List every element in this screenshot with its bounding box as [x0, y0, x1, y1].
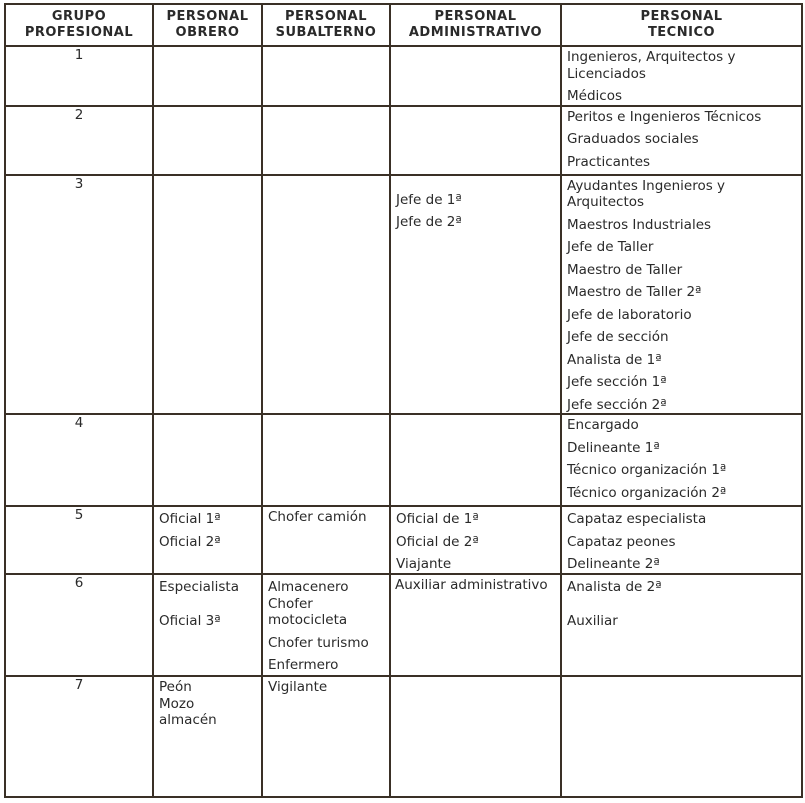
grupo-cell: 3: [5, 175, 153, 415]
subalterno-cell: [262, 506, 390, 574]
obrero-cell: [153, 506, 262, 574]
list-item: Graduados sociales: [567, 131, 699, 147]
list-item: Técnico organización 2ª: [567, 484, 727, 501]
subalterno-cell: [262, 676, 390, 797]
list-item: Analista de 2ª: [567, 579, 662, 595]
list-item: Jefe sección 1ª: [567, 374, 667, 390]
list-item: Chofer camión: [268, 509, 367, 525]
list-item: Peritos e Ingenieros Técnicos: [567, 108, 762, 125]
subalterno-cell: [262, 175, 390, 415]
obrero-cell: [153, 676, 262, 797]
list-item: Chofer motocicleta: [268, 595, 348, 628]
grupo-cell: 2: [5, 106, 153, 175]
administrativo-cell: [390, 106, 561, 175]
list-item: Analista de 1ª: [567, 351, 662, 368]
header-row: [5, 4, 802, 46]
table-row: [5, 414, 802, 506]
tecnico-cell: [561, 46, 802, 106]
list-item: Practicantes: [567, 153, 651, 170]
list-item: Oficial de 2ª: [396, 533, 479, 550]
list-item: Chofer turismo: [268, 634, 369, 651]
list-item: Mozo almacén: [159, 695, 217, 728]
list-item: Jefe de sección: [567, 329, 669, 345]
administrativo-cell: [390, 414, 561, 506]
list-item: Jefe de 2ª: [396, 214, 462, 230]
list-item: Capataz peones: [567, 533, 676, 550]
list-item: Oficial 2ª: [159, 533, 221, 550]
grupo-cell: 6: [5, 574, 153, 676]
list-item: Delineante 1ª: [567, 439, 660, 456]
table-row: [5, 46, 802, 106]
list-item: Maestro de Taller: [567, 261, 683, 278]
list-item: Auxiliar: [567, 612, 618, 629]
tecnico-cell: [561, 106, 802, 175]
grupo-cell: 4: [5, 414, 153, 506]
administrativo-cell: [390, 506, 561, 574]
obrero-cell: [153, 175, 262, 415]
obrero-cell: [153, 46, 262, 106]
subalterno-cell: [262, 46, 390, 106]
tecnico-cell: [561, 574, 802, 676]
list-item: Auxiliar administrativo: [395, 577, 548, 593]
list-item: Encargado: [567, 417, 639, 433]
list-item: Oficial 3ª: [159, 612, 221, 629]
list-item: Delineante 2ª: [567, 556, 660, 572]
subalterno-cell: [262, 106, 390, 175]
list-item: Capataz especialista: [567, 511, 707, 527]
subalterno-cell: [262, 574, 390, 676]
header-personal-administrativo: PERSONAL ADMINISTRATIVO: [390, 4, 561, 46]
table-row: [5, 106, 802, 175]
table-row: [5, 175, 802, 415]
list-item: Jefe de Taller: [567, 239, 654, 255]
list-item: Maestro de Taller 2ª: [567, 284, 702, 300]
obrero-cell: [153, 106, 262, 175]
list-item: Jefe de laboratorio: [567, 306, 692, 323]
header-personal-tecnico: PERSONAL TECNICO: [561, 4, 802, 46]
administrativo-cell: [390, 175, 561, 415]
list-item: Especialista: [159, 579, 239, 595]
list-item: Vigilante: [268, 679, 328, 695]
list-item: Ingenieros, Arquitectos y Licenciados: [567, 49, 736, 82]
administrativo-cell: [390, 574, 561, 676]
obrero-cell: [153, 414, 262, 506]
list-item: Oficial de 1ª: [396, 511, 479, 527]
obrero-cell: [153, 574, 262, 676]
list-item: Técnico organización 1ª: [567, 462, 727, 478]
tecnico-cell: [561, 676, 802, 797]
tecnico-cell: [561, 175, 802, 415]
header-personal-subalterno: PERSONAL SUBALTERNO: [262, 4, 390, 46]
list-item: Maestros Industriales: [567, 216, 712, 233]
subalterno-cell: [262, 414, 390, 506]
list-item: Médicos: [567, 88, 622, 104]
table-row: [5, 676, 802, 797]
list-item: Jefe sección 2ª: [567, 396, 667, 413]
tecnico-cell: [561, 506, 802, 574]
administrativo-cell: [390, 676, 561, 797]
administrativo-cell: [390, 46, 561, 106]
professional-groups-table: [4, 3, 803, 798]
list-item: Enfermero: [268, 657, 339, 673]
grupo-cell: 1: [5, 46, 153, 106]
list-item: Oficial 1ª: [159, 511, 221, 527]
grupo-cell: 5: [5, 506, 153, 574]
tecnico-cell: [561, 414, 802, 506]
list-item: Ayudantes Ingenieros y Arquitectos: [567, 177, 726, 210]
table-row: [5, 506, 802, 574]
header-personal-obrero: PERSONAL OBRERO: [153, 4, 262, 46]
grupo-cell: 7: [5, 676, 153, 797]
list-item: Jefe de 1ª: [396, 191, 462, 208]
list-item: Viajante: [396, 556, 452, 572]
list-item: Almacenero: [268, 579, 349, 595]
header-grupo-profesional: GRUPO PROFESIONAL: [5, 4, 153, 46]
list-item: Peón: [159, 679, 192, 695]
table-row: [5, 574, 802, 676]
